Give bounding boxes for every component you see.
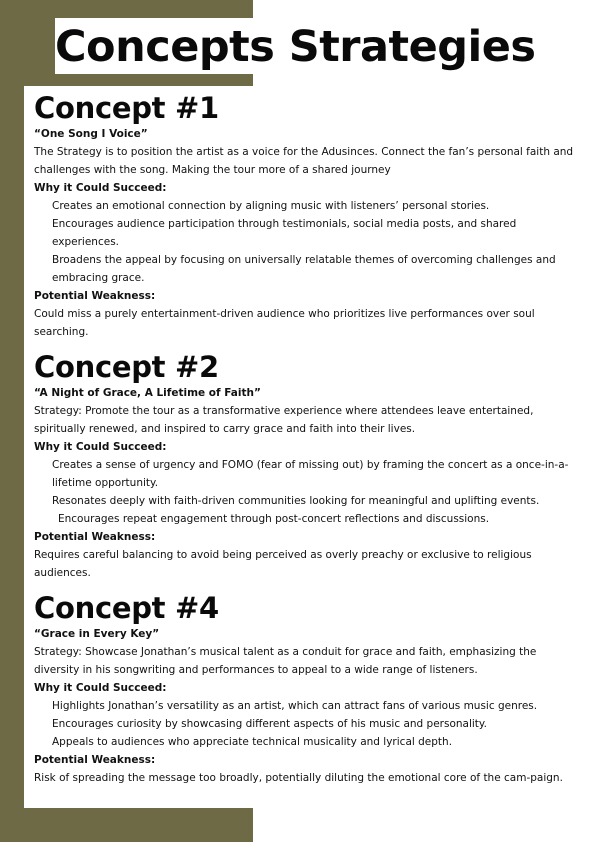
why-list — [34, 456, 579, 528]
weakness-label: Potential Weakness: — [34, 754, 156, 766]
weakness-label: Potential Weakness: — [34, 290, 156, 302]
why-label: Why it Could Succeed: — [34, 441, 167, 453]
concept-heading: Concept #2 — [34, 350, 219, 384]
concept-4 — [34, 590, 579, 787]
why-item: Resonates deeply with faith-driven communities looking for meaningful and uplifting events. — [52, 495, 540, 507]
concept-2 — [34, 349, 579, 582]
why-item: Creates an emotional connection by aligning music with listeners’ personal stories. — [52, 200, 490, 212]
why-item: Highlights Jonathan’s versatility as an artist, which can attract fans of various music genres. — [52, 700, 538, 712]
why-list — [34, 197, 579, 287]
concept-strategy: Strategy: Showcase Jonathan’s musical talent as a conduit for grace and faith, emphasizing the diversity in his songwriting and performances to appeal to a wide range of listeners. — [34, 646, 537, 676]
why-label: Why it Could Succeed: — [34, 682, 167, 694]
weakness-label: Potential Weakness: — [34, 531, 156, 543]
concept-tagline: “Grace in Every Key” — [34, 628, 160, 640]
weakness-text: Risk of spreading the message too broadly, potentially diluting the emotional core of the cam-paign. — [34, 772, 563, 784]
concept-tagline: “One Song I Voice” — [34, 128, 148, 140]
why-item: Encourages repeat engagement through post-concert reflections and discussions. — [58, 513, 490, 525]
weakness-text: Could miss a purely entertainment-driven audience who prioritizes live performances over soul searching. — [34, 308, 535, 338]
concept-1 — [34, 90, 579, 341]
page-title: Concepts Strategies — [55, 22, 536, 72]
why-item: Creates a sense of urgency and FOMO (fear of missing out) by framing the concert as a once-in-a-lifetime opportunity. — [52, 459, 569, 489]
why-item: Appeals to audiences who appreciate technical musicality and lyrical depth. — [52, 736, 453, 748]
concept-strategy: The Strategy is to position the artist as a voice for the Adusinces. Connect the fan’s personal faith and challenges with the song. Making the tour more of a shared journey — [34, 146, 574, 176]
why-list — [34, 697, 579, 751]
why-item: Encourages audience participation through testimonials, social media posts, and shared experiences. — [52, 218, 517, 248]
content-inner — [34, 90, 579, 795]
concept-strategy: Strategy: Promote the tour as a transformative experience where attendees leave entertained, spiritually renewed, and inspired to carry grace and faith into their lives. — [34, 405, 534, 435]
weakness-text: Requires careful balancing to avoid being perceived as overly preachy or exclusive to religious audiences. — [34, 549, 532, 579]
why-label: Why it Could Succeed: — [34, 182, 167, 194]
why-item: Encourages curiosity by showcasing different aspects of his music and personality. — [52, 718, 487, 730]
concept-heading: Concept #4 — [34, 591, 219, 625]
why-item: Broadens the appeal by focusing on universally relatable themes of overcoming challenges and embracing grace. — [52, 254, 556, 284]
concept-tagline: “A Night of Grace, A Lifetime of Faith” — [34, 387, 261, 399]
content-panel — [24, 86, 595, 808]
concept-heading: Concept #1 — [34, 91, 219, 125]
